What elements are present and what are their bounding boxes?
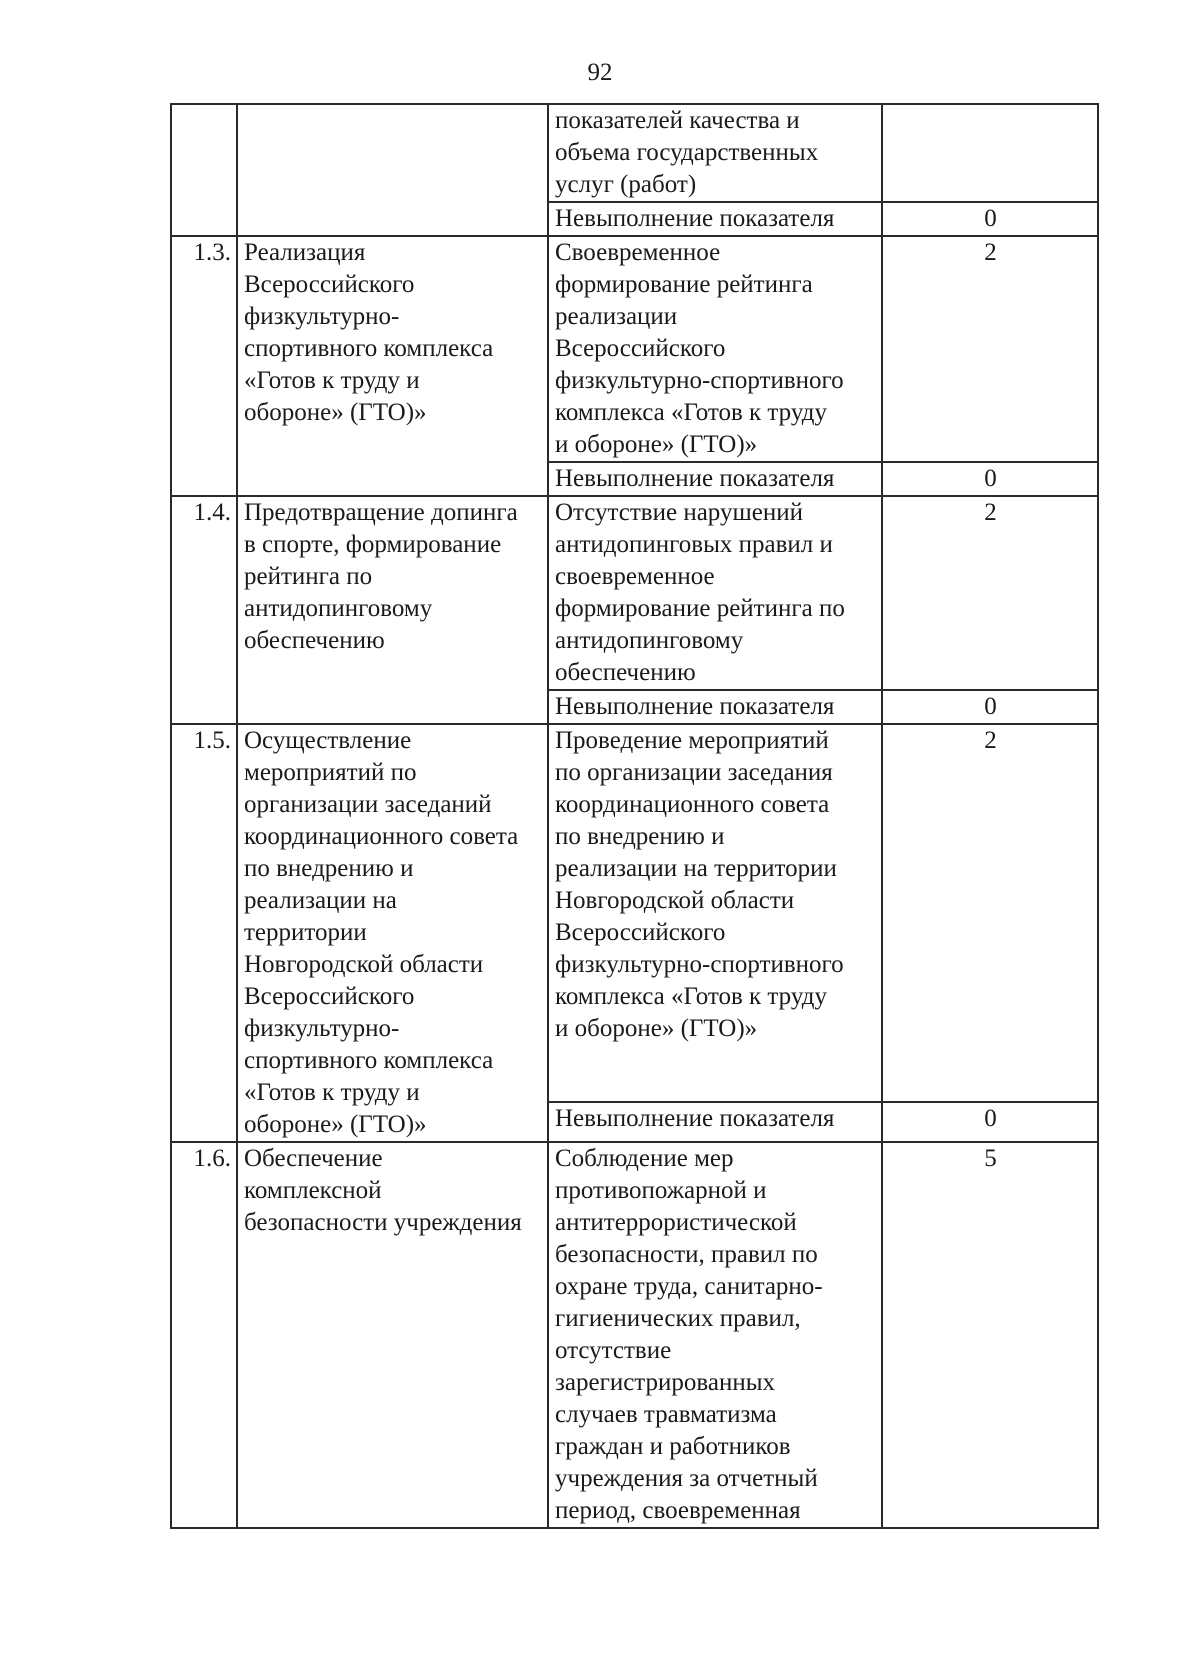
criteria-cell: показателей качества и объема государственных услуг (работ) [548, 104, 882, 202]
score-cell: 2 [882, 724, 1098, 1102]
score-cell: 0 [882, 1102, 1098, 1142]
item-number-cell: 1.6. [171, 1142, 237, 1528]
item-name-cell: Осуществление мероприятий по организации заседаний координационного совета по внедрению и реализации на территории Новгородской области Всероссийского физкультурно- спортивного комплекса «Готов к труду и обороне» (ГТО)» [237, 724, 548, 1142]
criteria-cell: Невыполнение показателя [548, 462, 882, 496]
table-row [171, 724, 1098, 1102]
criteria-cell: Невыполнение показателя [548, 202, 882, 236]
evaluation-criteria-table [170, 103, 1099, 1529]
item-number-cell [171, 104, 237, 236]
item-name-cell: Предотвращение допинга в спорте, формирование рейтинга по антидопинговому обеспечению [237, 496, 548, 724]
score-cell: 0 [882, 462, 1098, 496]
score-cell: 2 [882, 496, 1098, 690]
score-cell [882, 104, 1098, 202]
criteria-cell: Отсутствие нарушений антидопинговых правил и своевременное формирование рейтинга по антидопинговому обеспечению [548, 496, 882, 690]
criteria-cell: Своевременное формирование рейтинга реализации Всероссийского физкультурно-спортивного комплекса «Готов к труду и обороне» (ГТО)» [548, 236, 882, 462]
table-row [171, 104, 1098, 202]
item-number-cell: 1.3. [171, 236, 237, 496]
criteria-cell: Невыполнение показателя [548, 690, 882, 724]
table-row [171, 236, 1098, 462]
score-cell: 2 [882, 236, 1098, 462]
criteria-cell: Проведение мероприятий по организации заседания координационного совета по внедрению и реализации на территории Новгородской области Всероссийского физкультурно-спортивного комплекса «Готов к труду и обороне» (ГТО)» [548, 724, 882, 1102]
item-name-cell: Реализация Всероссийского физкультурно- спортивного комплекса «Готов к труду и обороне» (ГТО)» [237, 236, 548, 496]
score-cell: 0 [882, 690, 1098, 724]
score-cell: 5 [882, 1142, 1098, 1528]
score-cell: 0 [882, 202, 1098, 236]
item-name-cell [237, 104, 548, 236]
criteria-cell: Невыполнение показателя [548, 1102, 882, 1142]
table-row [171, 1142, 1098, 1528]
item-number-cell: 1.4. [171, 496, 237, 724]
item-number-cell: 1.5. [171, 724, 237, 1142]
item-name-cell: Обеспечение комплексной безопасности учреждения [237, 1142, 548, 1528]
page-number: 92 [587, 59, 613, 86]
table-row [171, 496, 1098, 690]
criteria-cell: Соблюдение мер противопожарной и антитеррористической безопасности, правил по охране труда, санитарно- гигиенических правил, отсутствие зарегистрированных случаев травматизма граждан и работников учреждения за отчетный период, своевременная [548, 1142, 882, 1528]
